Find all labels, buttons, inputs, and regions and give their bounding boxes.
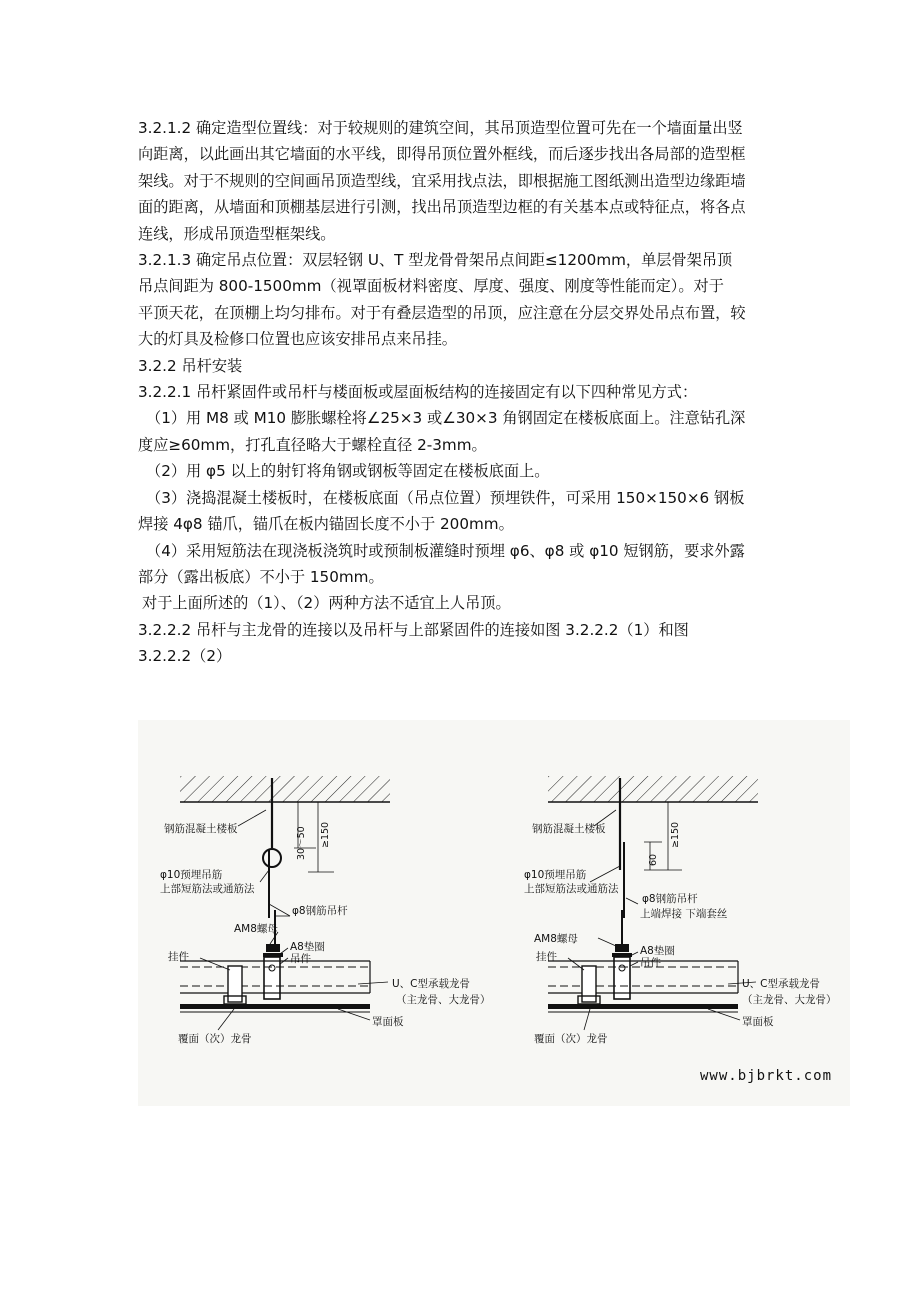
paragraph-3-2-1-3: 3.2.1.3 确定吊点位置：双层轻钢 U、T 型龙骨骨架吊点间距≤1200mm，单层骨架吊顶 xyxy=(138,251,733,270)
label-hanger: 吊件 xyxy=(640,957,661,969)
list-item-3: （3）浇捣混凝土楼板时，在楼板底面（吊点位置）预埋铁件，可采用 150×150×6 钢板 xyxy=(146,488,745,507)
paragraph-line: 大的灯具及检修口位置也应该安排吊点来吊挂。 xyxy=(138,330,457,349)
label-board: 罩面板 xyxy=(742,1016,774,1028)
paragraph-line: 平顶天花，在顶棚上均匀排布。对于有叠层造型的吊顶，应注意在分层交界处吊点布置，较 xyxy=(138,303,746,322)
label-main-channel-alt: （主龙骨、大龙骨） xyxy=(742,994,837,1006)
label-connector: 挂件 xyxy=(168,951,189,963)
dim-label: ≥150 xyxy=(320,821,331,848)
paragraph-line: 面的距离，从墙面和顶棚基层进行引测，找出吊顶造型边框的有关基本点或特征点，将各点 xyxy=(138,198,746,217)
diagram-svg xyxy=(138,720,850,1106)
section-heading-3-2-2: 3.2.2 吊杆安装 xyxy=(138,356,243,375)
label-washer: A8垫圈 xyxy=(290,941,325,953)
list-item-2: （2）用 φ5 以上的射钉将角钢或钢板等固定在楼板底面上。 xyxy=(146,462,550,481)
label-rod: φ8钢筋吊杆 xyxy=(292,905,348,917)
concrete-slab xyxy=(548,776,758,802)
list-item-1: （1）用 M8 或 M10 膨胀螺栓将∠25×3 或∠30×3 角钢固定在楼板底面上。注意钻孔深 xyxy=(146,409,746,428)
label-embed-method: 上部短筋法或通筋法 xyxy=(524,883,619,895)
paragraph-line: 连线，形成吊顶造型框架线。 xyxy=(138,224,336,243)
label-main-channel: U、C型承载龙骨 xyxy=(742,978,821,990)
document-body xyxy=(138,115,788,670)
paragraph-3-2-2-2: 3.2.2.2 吊杆与主龙骨的连接以及吊杆与上部紧固件的连接如图 3.2.2.2（1）和图 xyxy=(138,620,689,639)
hook-loop xyxy=(263,849,281,867)
list-item-4: （4）采用短筋法在现浇板浇筑时或预制板灌缝时预埋 φ6、φ8 或 φ10 短钢筋，要求外露 xyxy=(146,541,745,560)
label-washer: A8垫圈 xyxy=(640,945,675,957)
label-secondary: 覆面（次）龙骨 xyxy=(534,1033,608,1045)
paragraph-3-2-2-1: 3.2.2.1 吊杆紧固件或吊杆与楼面板或屋面板结构的连接固定有以下四种常见方式： xyxy=(138,383,698,402)
label-main-channel: U、C型承载龙骨 xyxy=(392,978,471,990)
label-main-channel-alt: （主龙骨、大龙骨） xyxy=(396,994,491,1006)
dim-label: 30～50 xyxy=(296,826,307,860)
dim-label: 60 xyxy=(648,853,659,866)
label-rod-note: 上端焊接 下端套丝 xyxy=(640,908,728,920)
paragraph-line: 3.2.2.2（2） xyxy=(138,647,232,666)
label-slab: 钢筋混凝土楼板 xyxy=(532,823,606,835)
label-secondary: 覆面（次）龙骨 xyxy=(178,1033,252,1045)
paragraph-line: 度应≥60mm，打孔直径略大于螺栓直径 2-3mm。 xyxy=(138,435,487,454)
label-embed: φ10预埋吊筋 xyxy=(524,869,587,881)
label-board: 罩面板 xyxy=(372,1016,404,1028)
cover-board xyxy=(548,1004,738,1009)
label-embed-method: 上部短筋法或通筋法 xyxy=(160,883,255,895)
left-detail xyxy=(160,776,491,1045)
paragraph-3-2-1-2: 3.2.1.2 确定造型位置线：对于较规则的建筑空间，其吊顶造型位置可先在一个墙面量出竖 xyxy=(138,119,743,137)
label-nut: AM8螺母 xyxy=(534,933,578,945)
cover-board xyxy=(180,1004,370,1009)
label-connector: 挂件 xyxy=(536,951,557,963)
label-hanger: 吊件 xyxy=(290,953,311,965)
right-detail xyxy=(524,776,837,1045)
watermark-url: www.bjbrkt.com xyxy=(700,1068,833,1084)
concrete-slab xyxy=(180,776,390,802)
nut xyxy=(615,944,629,952)
paragraph-line: 吊点间距为 800-1500mm（视罩面板材料密度、厚度、强度、刚度等性能而定）。对于 xyxy=(138,277,724,296)
ceiling-hanger-diagram xyxy=(138,720,850,1106)
paragraph-note: 对于上面所述的（1）、（2）两种方法不适宜上人吊顶。 xyxy=(142,594,511,613)
paragraph-line: 焊接 4φ8 锚爪，锚爪在板内锚固长度不小于 200mm。 xyxy=(138,515,514,534)
label-nut: AM8螺母 xyxy=(234,923,278,935)
paragraph-line: 部分（露出板底）不小于 150mm。 xyxy=(138,567,384,586)
paragraph-line: 架线。对于不规则的空间画吊顶造型线，宜采用找点法，即根据施工图纸测出造型边缘距墙 xyxy=(138,171,746,190)
nut xyxy=(266,944,280,952)
label-slab: 钢筋混凝土楼板 xyxy=(164,823,238,835)
label-rod: φ8钢筋吊杆 xyxy=(642,893,698,905)
dim-label: ≥150 xyxy=(670,821,681,848)
label-embed: φ10预埋吊筋 xyxy=(160,869,223,881)
paragraph-line: 向距离，以此画出其它墙面的水平线，即得吊顶位置外框线，而后逐步找出各局部的造型框 xyxy=(138,145,746,164)
